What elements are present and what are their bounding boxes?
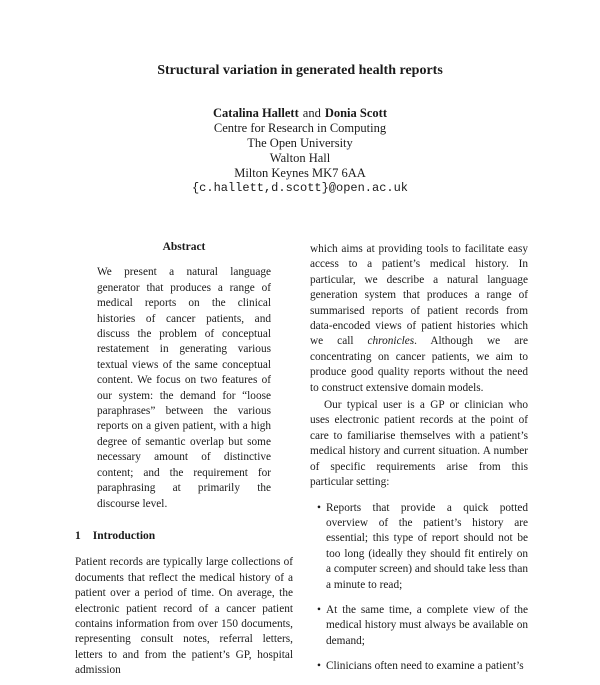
author-names bbox=[0, 106, 600, 121]
bullet-icon: • bbox=[317, 501, 321, 514]
right-column bbox=[310, 242, 528, 685]
author-email: {c.hallett,d.scott}@open.ac.uk bbox=[191, 181, 409, 195]
chronicles-term: chronicles bbox=[367, 335, 415, 348]
body-paragraph: Our typical user is a GP or clinician who uses electronic patient records at the point of care to familiarise themselves with a patient’s medical history and current situation. A number of specific requirements arise from this particular setting: bbox=[310, 399, 528, 489]
list-item bbox=[310, 501, 528, 593]
list-item bbox=[310, 659, 528, 674]
bullet-icon: • bbox=[317, 603, 321, 616]
introduction-paragraph: Patient records are typically large collections of documents that reflect the medical history of a patient over a period of time. On average, the electronic patient record of a cancer patient contains information from over 150 documents, representing consult notes, referral letters, letters to and from the patient’s GP, hospital admission bbox=[75, 556, 293, 677]
left-column bbox=[75, 240, 293, 679]
section-heading-introduction bbox=[75, 529, 293, 544]
author-block bbox=[0, 106, 600, 196]
section-number: 1 bbox=[75, 529, 81, 542]
author-name-2: Donia Scott bbox=[324, 106, 387, 120]
section-title: Introduction bbox=[92, 529, 156, 542]
paper-title: Structural variation in generated health reports bbox=[157, 63, 443, 78]
paragraph-text: . Although we are concentrating on cancer patients, we aim to produce good quality reports without the need to construct extensive domain models. bbox=[310, 335, 528, 394]
affiliation-line: Milton Keynes MK7 6AA bbox=[234, 166, 366, 180]
body-paragraph bbox=[310, 242, 528, 396]
list-item bbox=[310, 603, 528, 649]
affiliation-line: Centre for Research in Computing bbox=[213, 121, 387, 135]
author-conjunction: and bbox=[302, 106, 321, 120]
affiliation-line: The Open University bbox=[247, 136, 353, 150]
affiliation-line: Walton Hall bbox=[269, 151, 331, 165]
abstract-text: We present a natural language generator that produces a range of medical reports on the clinical histories of cancer patients, and discuss the problem of conceptual restatement in generating various textual views of the same conceptual content. We focus on two features of our system: the demand for “loose paraphrases” between the various reports on a given patient, with a high degree of semantic overlap but some necessary amount of distinctive content; and the requirement for paraphrasing at primarily the discourse level. bbox=[97, 266, 271, 510]
list-item-text: Reports that provide a quick potted overview of the patient’s history are essential; this type of report should not be too long (ideally they should fit entirely on a computer screen) and should take less than a minute to read; bbox=[326, 501, 528, 591]
author-name-1: Catalina Hallett bbox=[213, 106, 299, 120]
list-item-text: At the same time, a complete view of the medical history must always be available on demand; bbox=[326, 603, 528, 647]
abstract-heading: Abstract bbox=[162, 241, 206, 253]
requirements-list bbox=[310, 501, 528, 675]
bullet-icon: • bbox=[317, 660, 321, 673]
list-item-text: Clinicians often need to examine a patient’s bbox=[326, 660, 524, 673]
paragraph-text: which aims at providing tools to facilitate easy access to a patient’s medical history. In particular, we describe a natural language generation system that produces a range of summarised reports of patient records from data-encoded views of patient histories which we call bbox=[310, 243, 528, 348]
